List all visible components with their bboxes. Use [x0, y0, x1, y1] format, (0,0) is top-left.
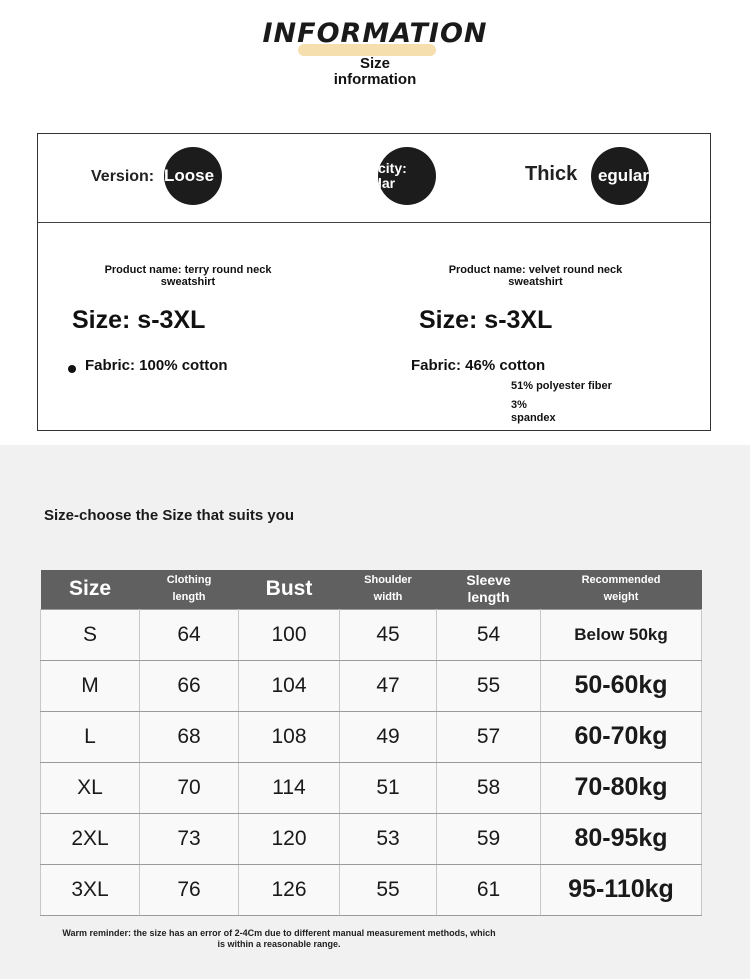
- cell-bust: 126: [239, 864, 340, 915]
- header-size: Size: [41, 570, 140, 609]
- header-bust: Bust: [239, 570, 340, 609]
- cell-weight: 95-110kg: [541, 864, 702, 915]
- cell-weight: 70-80kg: [541, 762, 702, 813]
- product-info-box: [37, 133, 711, 431]
- cell-size: L: [41, 711, 140, 762]
- header-clothing-length-1: Clothing: [166, 574, 212, 587]
- product-1-size: Size: s-3XL: [72, 306, 206, 334]
- product-2-fabric-spandex: [511, 399, 556, 425]
- thickness-circle: [591, 147, 649, 205]
- table-row: [41, 609, 702, 660]
- version-circle: [164, 147, 222, 205]
- version-label: Version:: [91, 168, 155, 185]
- cell-size: 3XL: [41, 864, 140, 915]
- cell-bust: 120: [239, 813, 340, 864]
- subtitle-line-2: information: [333, 71, 417, 88]
- product-2-name: [423, 264, 648, 288]
- spandex-percent: 3%: [511, 399, 527, 411]
- cell-shoulder: 45: [340, 609, 437, 660]
- header-shoulder-width-2: width: [373, 591, 403, 604]
- product-1-fabric: Fabric: 100% cotton: [85, 357, 228, 374]
- header-recommended-weight-2: weight: [603, 591, 639, 604]
- cell-sleeve: 58: [437, 762, 541, 813]
- header-clothing-length-2: length: [172, 591, 206, 604]
- size-table-header: [41, 570, 702, 609]
- cell-shoulder: 47: [340, 660, 437, 711]
- cell-length: 66: [140, 660, 239, 711]
- cell-shoulder: 55: [340, 864, 437, 915]
- version-value: Loose: [164, 166, 215, 185]
- information-section: [0, 0, 750, 445]
- elasticity-text-2: lar: [378, 175, 396, 191]
- table-row: [41, 711, 702, 762]
- product-2-name-line-1: Product name: velvet round neck: [448, 264, 623, 276]
- cell-length: 76: [140, 864, 239, 915]
- cell-bust: 104: [239, 660, 340, 711]
- cell-length: 73: [140, 813, 239, 864]
- cell-sleeve: 55: [437, 660, 541, 711]
- cell-weight: 80-95kg: [541, 813, 702, 864]
- cell-length: 64: [140, 609, 239, 660]
- cell-size: S: [41, 609, 140, 660]
- bullet-dot: [68, 365, 76, 373]
- product-2-fabric: Fabric: 46% cotton: [411, 357, 546, 374]
- size-chart-heading: Size-choose the Size that suits you: [44, 507, 295, 524]
- cell-weight: 60-70kg: [541, 711, 702, 762]
- cell-shoulder: 53: [340, 813, 437, 864]
- spandex-label: spandex: [511, 412, 556, 424]
- size-table: [40, 570, 702, 916]
- reminder-line-1: Warm reminder: the size has an error of 2-4Cm due to different manual measurement methods, which: [62, 928, 496, 938]
- header-recommended-weight-1: Recommended: [581, 574, 661, 587]
- header-recommended-weight: [541, 570, 702, 609]
- cell-bust: 114: [239, 762, 340, 813]
- table-row: [41, 660, 702, 711]
- header-shoulder-width-1: Shoulder: [364, 574, 412, 587]
- table-row: [41, 813, 702, 864]
- header-sleeve-length: [437, 570, 541, 609]
- header-shoulder-width: [340, 570, 437, 609]
- thickness-value: egular: [597, 166, 649, 185]
- cell-shoulder: 49: [340, 711, 437, 762]
- header-sleeve-length-1: Sleeve: [466, 572, 511, 589]
- cell-bust: 108: [239, 711, 340, 762]
- cell-length: 68: [140, 711, 239, 762]
- cell-size: 2XL: [41, 813, 140, 864]
- product-2-fabric-polyester: 51% polyester fiber: [511, 380, 612, 392]
- page-title: INFORMATION: [262, 18, 488, 49]
- product-2-name-line-2: sweatshirt: [508, 276, 563, 288]
- subtitle-line-1: Size: [359, 55, 390, 72]
- thickness-label: Thick: [525, 163, 578, 185]
- product-2-size: Size: s-3XL: [419, 306, 553, 334]
- cell-size: XL: [41, 762, 140, 813]
- cell-bust: 100: [239, 609, 340, 660]
- cell-weight: Below 50kg: [541, 609, 702, 660]
- reminder-line-2: is within a reasonable range.: [217, 939, 341, 949]
- elasticity-text-1: city:: [378, 160, 407, 176]
- cell-sleeve: 54: [437, 609, 541, 660]
- cell-sleeve: 61: [437, 864, 541, 915]
- title-wrap: [0, 18, 750, 49]
- cell-length: 70: [140, 762, 239, 813]
- cell-shoulder: 51: [340, 762, 437, 813]
- elasticity-circle: [378, 147, 436, 205]
- cell-size: M: [41, 660, 140, 711]
- header-sleeve-length-2: length: [467, 589, 510, 606]
- product-1-name-line-2: sweatshirt: [160, 276, 216, 288]
- warm-reminder: [44, 928, 514, 950]
- product-1-name-line-1: Product name: terry round neck: [104, 264, 272, 276]
- cell-sleeve: 59: [437, 813, 541, 864]
- table-row: [41, 762, 702, 813]
- page-subtitle: [0, 56, 750, 88]
- size-chart-section: [0, 445, 750, 979]
- info-divider: [38, 222, 710, 223]
- header-clothing-length: [140, 570, 239, 609]
- product-1-name: [78, 264, 298, 288]
- cell-weight: 50-60kg: [541, 660, 702, 711]
- cell-sleeve: 57: [437, 711, 541, 762]
- table-row: [41, 864, 702, 915]
